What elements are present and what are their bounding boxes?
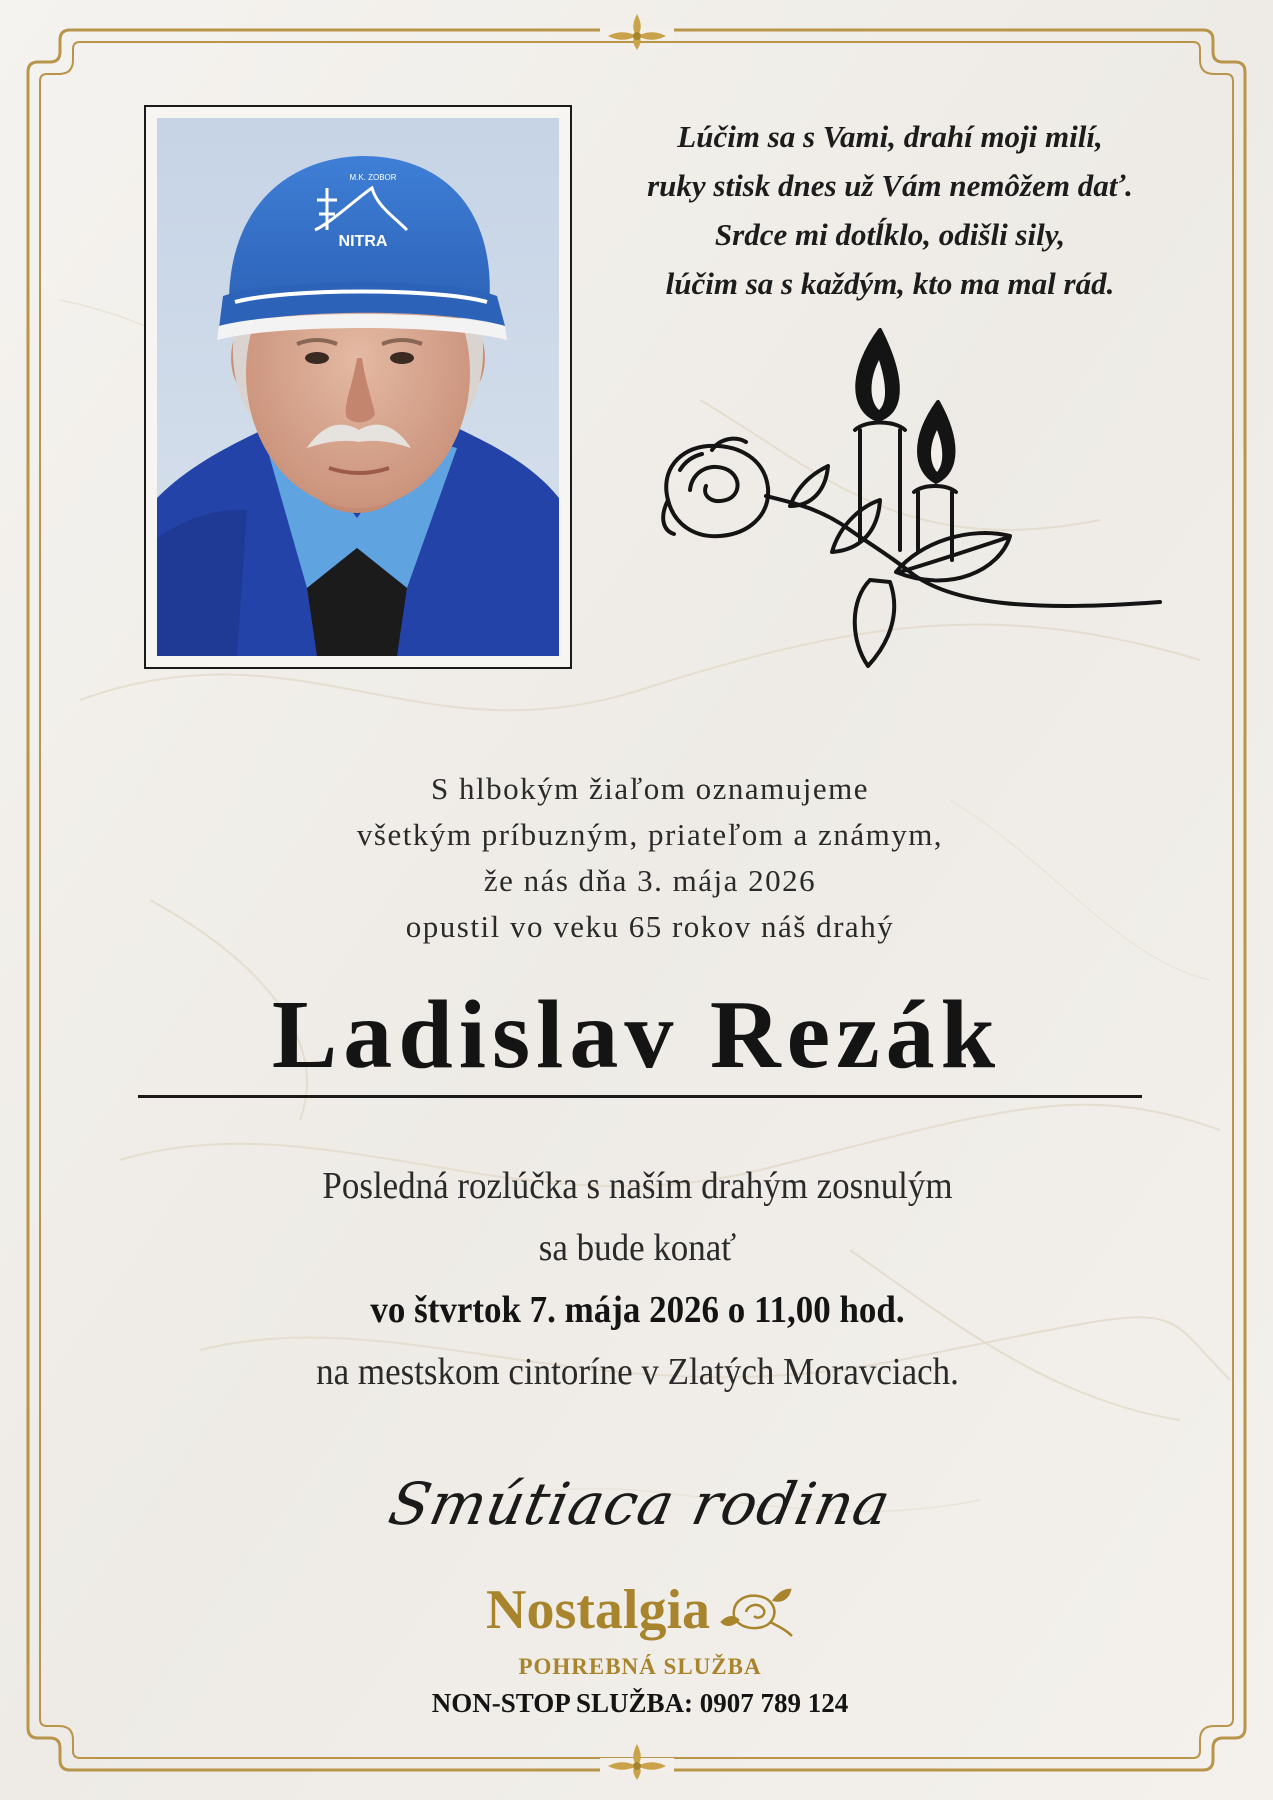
- announcement-line: všetkým príbuzným, priateľom a známym,: [356, 817, 944, 852]
- portrait-frame: [144, 105, 572, 669]
- poem-line: Srdce mi dotĺklo, odišli sily,: [714, 217, 1066, 252]
- candles-and-rose-icon: [650, 320, 1180, 680]
- funeral-date-time: vo štvrtok 7. mája 2026 o 11,00 hod.: [370, 1289, 905, 1331]
- family-signature: Smútiaca rodina: [383, 1470, 897, 1538]
- name-underline: [138, 1095, 1142, 1098]
- announcement-line: opustil vo veku 65 rokov náš drahý: [405, 909, 895, 944]
- funeral-line: Posledná rozlúčka s naším drahým zosnulým: [322, 1165, 953, 1207]
- deceased-name: Ladislav Rezák: [271, 981, 1002, 1089]
- brand-subtitle: POHREBNÁ SLUŽBA: [518, 1654, 762, 1679]
- nonstop-phone: NON-STOP SLUŽBA: 0907 789 124: [431, 1688, 849, 1718]
- cap-logo-small-text: M.K. ZOBOR: [349, 173, 397, 182]
- announcement-line: že nás dňa 3. mája 2026: [483, 863, 817, 898]
- funeral-line: sa bude konať: [538, 1227, 737, 1269]
- funeral-service-brand: [400, 1580, 880, 1640]
- announcement-line: S hlbokým žiaľom oznamujeme: [431, 771, 869, 806]
- rose-logo-icon: [714, 1582, 794, 1638]
- bottom-ornament-icon: [600, 1744, 674, 1780]
- funeral-location: na mestskom cintoríne v Zlatých Moravciach.: [316, 1351, 959, 1393]
- farewell-poem: [590, 112, 1190, 308]
- announcement-text: [200, 766, 1100, 950]
- portrait-photo: [157, 118, 559, 656]
- funeral-details: [189, 1155, 1086, 1403]
- top-ornament-icon: [600, 14, 674, 50]
- poem-line: ruky stisk dnes už Vám nemôžem dať.: [647, 168, 1133, 203]
- poem-line: lúčim sa s každým, kto ma mal rád.: [665, 266, 1115, 301]
- poem-line: Lúčim sa s Vami, drahí moji milí,: [677, 119, 1103, 154]
- brand-name: Nostalgia: [486, 1579, 710, 1641]
- cap-logo-text: NITRA: [338, 233, 388, 250]
